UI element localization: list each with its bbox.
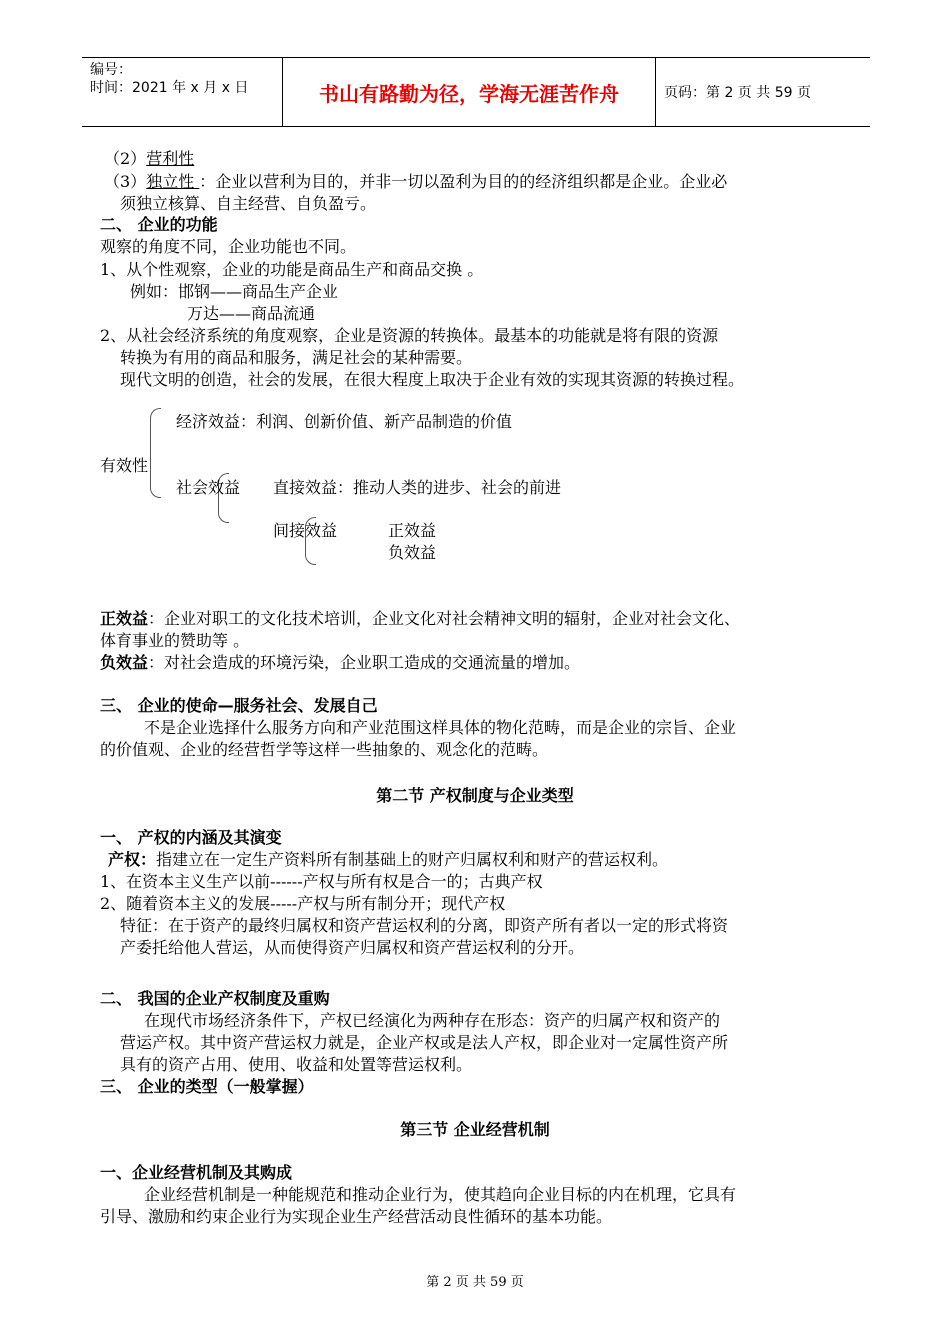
diagram-indirect: 间接效益 [273,521,338,540]
chapter-section-title: 第三节 企业经营机制 [400,1120,550,1139]
header-divider [655,58,656,126]
page-footer: 第 2 页 共 59 页 [426,1275,524,1290]
number-label: 编号： [90,62,132,78]
page-header [82,57,870,127]
text-line: 特征：在于资产的最终归属权和资产营运权利的分离，即资产所有者以一定的形式将资 [120,916,729,935]
text-line: 体育事业的赞助等 。 [100,631,250,650]
term-independence: 独立性 [146,172,200,191]
term-profit: 营利性 [146,149,195,168]
text-line: 1、从个性观察，企业的功能是商品生产和商品交换 。 [100,260,484,279]
time-label: 时间：2021 年 x 月 x 日 [90,80,249,96]
header-page-info: 页码：第 2 页 共 59 页 [664,85,811,101]
header-left [90,61,248,97]
text-line: 不是企业选择什么服务方向和产业范围这样具体的物化范畴，而是企业的宗旨、企业 [144,718,737,737]
diagram-social: 社会效益 [176,478,241,497]
text-line: 在现代市场经济条件下，产权已经演化为两种存在形态：资产的归属产权和资产的 [144,1011,721,1030]
section-heading: 二、 企业的功能 [100,215,218,234]
text-line: 现代文明的创造，社会的发展，在很大程度上取决于企业有效的实现其资源的转换过程。 [120,370,745,389]
section-heading: 一、企业经营机制及其购成 [100,1163,293,1182]
section-heading: 二、 我国的企业产权制度及重购 [100,989,330,1008]
diagram-positive: 正效益 [388,521,437,540]
text-line: 产委托给他人营运，从而使得资产归属权和资产营运权利的分开。 [120,938,585,957]
text-line: 万达——商品流通 [187,304,316,323]
text-line: 营运产权。其中资产营运权力就是，企业产权或是法人产权，即企业对一定属性资产所 [120,1033,729,1052]
text-line: 具有的资产占用、使用、收益和处置等营运权利。 [120,1055,473,1074]
diagram-direct: 直接效益：推动人类的进步、社会的前进 [273,478,562,497]
section-heading: 一、 产权的内涵及其演变 [100,828,282,847]
text-line: 1、在资本主义生产以前------产权与所有权是合一的；古典产权 [100,872,543,891]
text-line: 2、随着资本主义的发展-----产权与所有制分开；现代产权 [100,894,506,913]
header-motto: 书山有路勤为径，学海无涯苦作舟 [319,81,619,106]
text-line: 观察的角度不同，企业功能也不同。 [100,237,357,256]
section-heading: 三、 企业的类型（一般掌握） [100,1077,314,1096]
text-line: 企业经营机制是一种能规范和推动企业行为，使其趋向企业目标的内在机理，它具有 [144,1185,737,1204]
brace [150,408,161,498]
diagram-negative: 负效益 [388,543,437,562]
text-line: 引导、激励和约束企业行为实现企业生产经营活动良性循环的基本功能。 [100,1207,613,1226]
text-line: 须独立核算、自主经营、自负盈亏。 [120,194,377,213]
text-line: 的价值观、企业的经营哲学等这样一些抽象的、观念化的范畴。 [100,740,549,759]
text-line: 2、从社会经济系统的角度观察，企业是资源的转换体。最基本的功能就是将有限的资源 [100,326,719,345]
section-heading: 三、 企业的使命—服务社会、发展自己 [100,696,378,715]
text-line: 正效益：企业对职工的文化技术培训，企业文化对社会精神文明的辐射，企业对社会文化、 [100,609,741,628]
text-line: （2）营利性 [104,149,195,168]
text-line: 负效益：对社会造成的环境污染，企业职工造成的交通流量的增加。 [100,653,581,672]
text-line: （3）独立性 ：企业以营利为目的，并非一切以盈利为目的的经济组织都是企业。企业必 [104,172,728,191]
text-line: 产权：指建立在一定生产资料所有制基础上的财产归属权利和财产的营运权利。 [108,850,669,869]
diagram-effectiveness: 有效性 [100,456,149,475]
chapter-section-title: 第二节 产权制度与企业类型 [376,786,574,805]
text-line: 转换为有用的商品和服务，满足社会的某种需要。 [120,348,473,367]
diagram-economic: 经济效益：利润、创新价值、新产品制造的价值 [176,412,513,431]
text-line: 例如：邯钢——商品生产企业 [130,282,339,301]
